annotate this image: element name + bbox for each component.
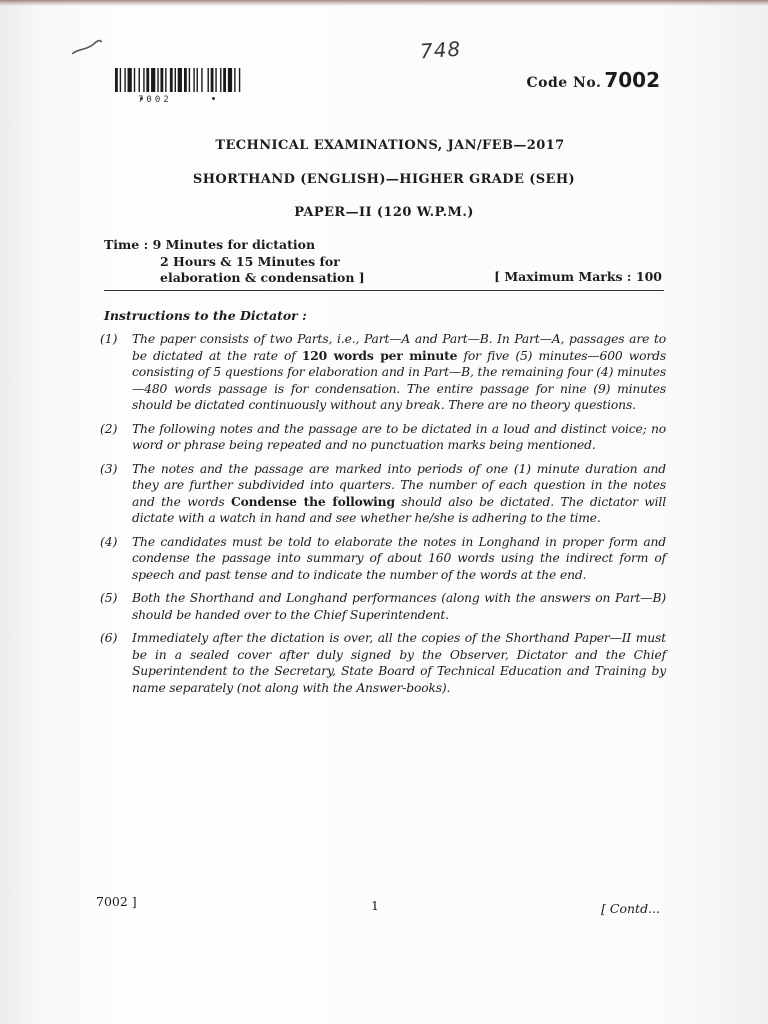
instruction-number: (6) <box>100 631 118 645</box>
instruction-text <box>132 421 666 454</box>
time-allotment <box>104 237 365 287</box>
barcode-bar <box>184 68 187 92</box>
instruction-text-run: The following notes and the passage are to be dictated in a loud and distinct voice; no word or phrase being repeated and no punctuation marks being mentioned. <box>132 421 666 452</box>
instruction-item <box>100 421 666 454</box>
barcode-bar <box>220 68 221 92</box>
time-line-3: elaboration & condensation ] <box>160 270 365 285</box>
barcode-bar <box>139 68 140 92</box>
paper-title: PAPER—II (120 W.P.M.) <box>294 205 474 220</box>
instruction-text-run: The candidates must be told to elaborate the notes in Longhand in proper form and condense the passage into summary of about 160 words using the indirect form of speech and past tense and to indicate the number of the words at the end. <box>132 534 666 582</box>
scan-edge-shadow <box>0 0 768 6</box>
instruction-text-run: Immediately after the dictation is over, all the copies of the Shorthand Paper—II must be in a sealed cover after duly signed by the Observer, Dictator and the Chief Superintendent to the Secretary, State Board of Technical Education and Training by name separately (not along with the Answer-books). <box>132 631 666 695</box>
barcode-bar <box>165 68 166 92</box>
barcode-bar <box>128 68 132 92</box>
instruction-number: (4) <box>100 534 118 549</box>
barcode-dot <box>212 97 215 100</box>
header-divider <box>104 290 664 291</box>
handwritten-note: 748 <box>419 36 462 64</box>
instruction-item <box>100 461 666 527</box>
page-number: 1 <box>371 898 379 913</box>
barcode-bar <box>223 68 226 92</box>
barcode-bar <box>120 68 121 92</box>
barcode-bar <box>115 68 118 92</box>
barcode-bar <box>208 68 209 92</box>
barcode-bar <box>170 68 173 92</box>
instruction-text-run: for five (5) minutes—600 words consisting of 5 questions for elaboration and in Part—B, the remaining four (4) minutes—480 words passage is for condensation. The entire passage for nine (9) minutes should be dictated continuously without any break. There are no theory questions. <box>132 348 666 412</box>
maximum-marks: [ Maximum Marks : 100 <box>494 269 662 284</box>
barcode-bar <box>201 68 202 92</box>
time-line-1: 9 Minutes for dictation <box>152 237 316 252</box>
barcode-bar <box>146 68 149 92</box>
instruction-item <box>100 630 666 696</box>
code-number <box>527 68 661 92</box>
instruction-item <box>100 590 666 623</box>
barcode-bar <box>189 68 190 92</box>
instructions-list <box>100 331 666 703</box>
instruction-emphasis: Condense the following <box>230 493 395 509</box>
exam-title: TECHNICAL EXAMINATIONS, JAN/FEB—2017 <box>215 138 565 153</box>
instruction-number: (2) <box>100 421 118 436</box>
instruction-number: (5) <box>100 591 118 605</box>
instruction-text-run: The notes and the passage are marked into periods of one (1) minute duration and they are further subdivided into quarters. The number of each question in the notes and the words <box>132 461 666 509</box>
instruction-text <box>132 534 666 584</box>
barcode-bar <box>193 68 194 92</box>
barcode-bar <box>239 68 240 92</box>
time-row-1 <box>104 237 365 254</box>
barcode-bar <box>178 68 182 92</box>
instruction-text <box>132 461 666 527</box>
instruction-item <box>100 331 666 414</box>
barcode-bar <box>134 68 135 92</box>
instruction-text-run: Both the Shorthand and Longhand performances (along with the answers on Part—B) should be handed over to the Chief Superintendent. <box>132 591 666 622</box>
instructions-heading: Instructions to the Dictator : <box>104 308 307 323</box>
barcode-bar <box>160 68 163 92</box>
pen-mark <box>70 38 105 58</box>
barcode-bar <box>151 68 155 92</box>
barcode-bar <box>175 68 176 92</box>
instruction-number: (3) <box>100 461 118 476</box>
instruction-text <box>132 331 666 414</box>
code-value: 7002 <box>604 68 660 92</box>
instruction-item <box>100 534 666 584</box>
barcode <box>115 68 242 92</box>
barcode-bar <box>211 68 214 92</box>
instruction-number: (1) <box>100 332 118 346</box>
time-line-2: 2 Hours & 15 Minutes for <box>160 253 340 269</box>
barcode-bar <box>157 68 158 92</box>
barcode-bar <box>124 68 125 92</box>
barcode-bar <box>143 68 144 92</box>
barcode-number: 7002 <box>138 95 172 105</box>
instruction-text-run: The paper consists of two Parts, i.e., Part—A and Part—B. In Part—A, passages are to be dictated at the rate of <box>132 332 666 363</box>
barcode-bar <box>215 68 216 92</box>
code-label: Code No. <box>526 75 602 91</box>
instruction-text <box>132 630 666 696</box>
barcode-bar <box>234 68 235 92</box>
instruction-emphasis: 120 words per minute <box>301 347 458 363</box>
time-label: Time : <box>104 237 149 252</box>
subject-title: SHORTHAND (ENGLISH)—HIGHER GRADE (SEH) <box>192 172 576 187</box>
barcode-bar <box>197 68 198 92</box>
footer-code: 7002 ] <box>96 894 137 909</box>
instruction-text-run: should also be dictated. The dictator will dictate with a watch in hand and see whether he/she is adhering to the time. <box>132 494 666 525</box>
continued-note: [ Contd... <box>601 901 660 916</box>
instruction-text <box>132 590 666 623</box>
barcode-bar <box>228 68 232 92</box>
